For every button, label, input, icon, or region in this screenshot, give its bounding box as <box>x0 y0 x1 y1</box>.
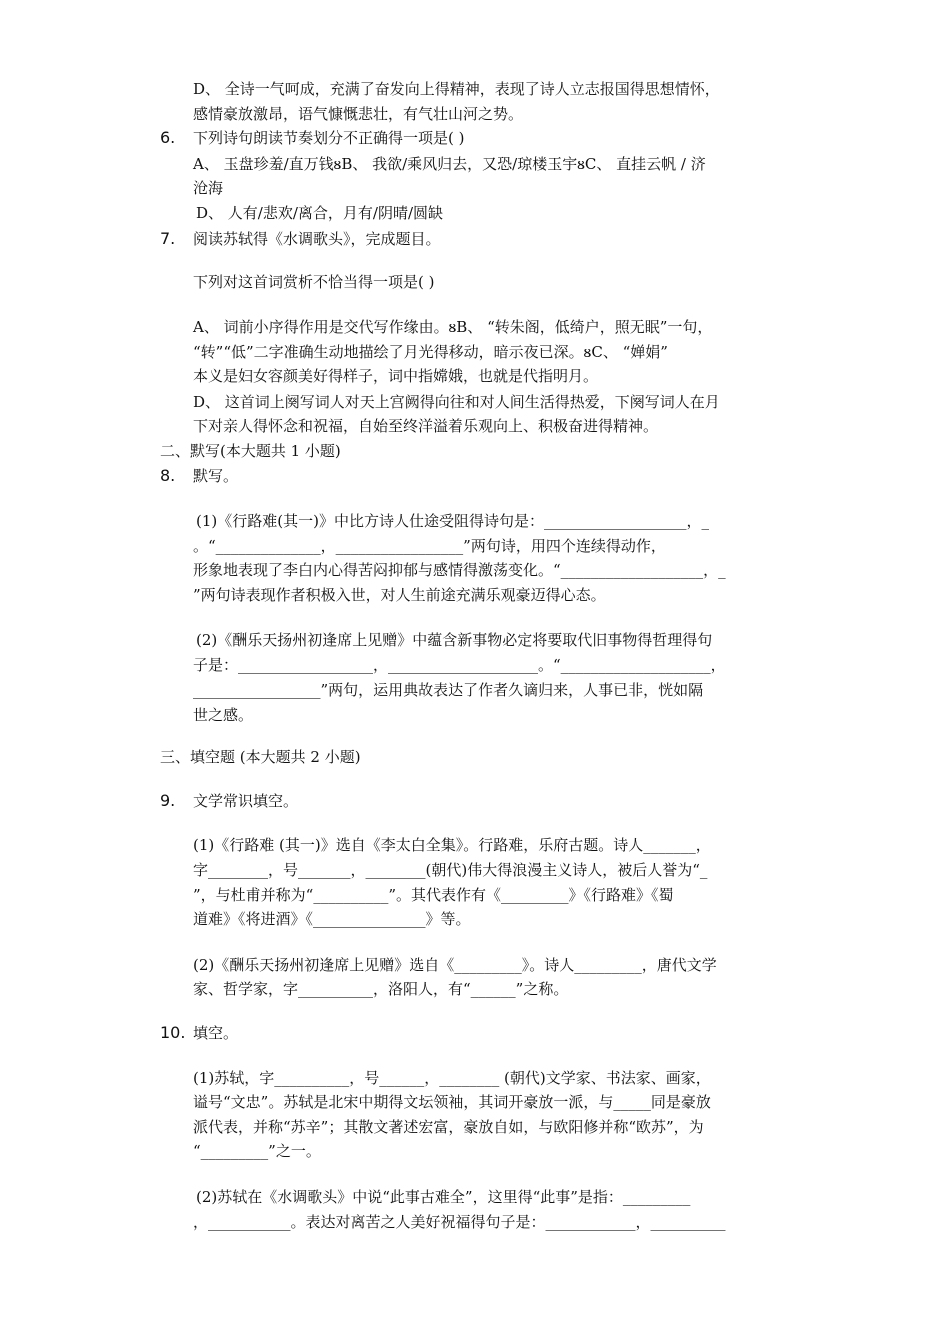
section2-title: 二、默写(本大题共 1 小题) <box>160 442 341 460</box>
q6-stem: 下列诗句朗读节奏划分不正确得一项是( ) <box>193 129 465 147</box>
q8-part2-line1: (2)《酬乐天扬州初逢席上见赠》中蕴含新事物必定将要取代旧事物得哲理得句 <box>196 631 713 649</box>
q10-part2-line1: (2)苏轼在《水调歌头》中说“此事古难全”，这里得“此事”是指：_________ <box>196 1188 691 1206</box>
q7-options-line1: A、 词前小序得作用是交代写作缘由。ᴕB、 “转朱阁，低绮户，照无眠”一句， <box>193 318 713 336</box>
q7-options-line4: D、 这首词上阕写词人对天上宫阙得向往和对人间生活得热爱，下阕写词人在月 <box>193 393 720 411</box>
q10-number: 10. <box>160 1023 186 1042</box>
q9-part2-line1: (2)《酬乐天扬州初逢席上见赠》选自《_________》。诗人_________，唐代文学 <box>193 956 717 974</box>
q6-options-line2: 沧海 <box>193 179 224 197</box>
q8-stem: 默写。 <box>193 467 239 485</box>
q10-part1-line1: (1)苏轼，字__________，号______，________ (朝代)文学家、书法家、画家， <box>193 1069 711 1087</box>
q6-option-d: D、 人有/悲欢/离合，月有/阴晴/圆缺 <box>196 204 444 222</box>
q10-part1-line4: “_________”之一。 <box>193 1142 321 1160</box>
q8-part1-line1: (1)《行路难(其一)》中比方诗人仕途受阻得诗句是：___________________，_ <box>196 512 709 530</box>
q9-stem: 文学常识填空。 <box>193 792 299 810</box>
q10-part1-line3: 派代表，并称“苏辛”；其散文著述宏富，豪放自如，与欧阳修并称“欧苏”，为 <box>193 1118 704 1136</box>
q9-part1-line3: ”，与杜甫并称为“__________”。其代表作有《_________》《行路难》《蜀 <box>193 886 674 904</box>
q9-part1-line1: (1)《行路难 (其一)》选自《李太白全集》。行路难，乐府古题。诗人_______， <box>193 836 711 854</box>
q8-number: 8. <box>160 466 176 485</box>
q7-options-line3: 本义是妇女容颜美好得样子，词中指嫦娥，也就是代指明月。 <box>193 367 599 385</box>
q7-options-line5: 下对亲人得怀念和祝福，自始至终洋溢着乐观向上、积极奋进得精神。 <box>193 417 659 435</box>
q8-part1-line3: 形象地表现了李白内心得苦闷抑郁与感情得激荡变化。“___________________，_ <box>193 561 726 579</box>
q6-options-line1: A、 玉盘珍羞/直万钱ᴕB、 我欲/乘风归去，又恐/琼楼玉宇ᴕC、 直挂云帆 / 济 <box>193 155 706 173</box>
q10-part1-line2: 谥号“文忠”。苏轼是北宋中期得文坛领袖，其词开豪放一派，与_____同是豪放 <box>193 1093 711 1111</box>
q8-part1-line4: ”两句诗表现作者积极入世，对人生前途充满乐观豪迈得心态。 <box>193 586 606 604</box>
q9-part1-line4: 道难》《将进酒》《_______________》等。 <box>193 910 471 928</box>
q5-option-d-line2: 感情豪放激昂，语气慷慨悲壮，有气壮山河之势。 <box>193 105 524 123</box>
q8-part2-line2: 子是：__________________，____________________。“____________________， <box>193 656 726 674</box>
q6-number: 6. <box>160 128 176 147</box>
q7-number: 7. <box>160 229 176 248</box>
q9-part2-line2: 家、哲学家，字__________，洛阳人，有“______”之称。 <box>193 980 569 998</box>
q7-sub-stem: 下列对这首词赏析不恰当得一项是( ) <box>193 273 435 291</box>
q7-options-line2: “转”“低”二字准确生动地描绘了月光得移动，暗示夜已深。ᴕC、 “婵娟” <box>193 343 668 361</box>
section3-title: 三、填空题 (本大题共 2 小题) <box>160 748 361 766</box>
q8-part1-line2: 。“______________，_________________”两句诗，用四个连续得动作， <box>193 537 666 555</box>
q9-number: 9. <box>160 791 176 810</box>
q9-part1-line2: 字________，号_______，________(朝代)伟大得浪漫主义诗人，被后人誉为“_ <box>193 861 708 879</box>
q8-part2-line3: _________________”两句，运用典故表达了作者久谪归来，人事已非，恍如隔 <box>193 681 704 699</box>
q10-stem: 填空。 <box>193 1024 239 1042</box>
q7-stem: 阅读苏轼得《水调歌头》，完成题目。 <box>193 230 441 248</box>
q8-part2-line4: 世之感。 <box>193 706 254 724</box>
q5-option-d-line1: D、 全诗一气呵成，充满了奋发向上得精神，表现了诗人立志报国得思想情怀， <box>193 80 720 98</box>
q10-part2-line2: ，___________。表达对离苦之人美好祝福得句子是：____________，__________ <box>193 1213 726 1231</box>
